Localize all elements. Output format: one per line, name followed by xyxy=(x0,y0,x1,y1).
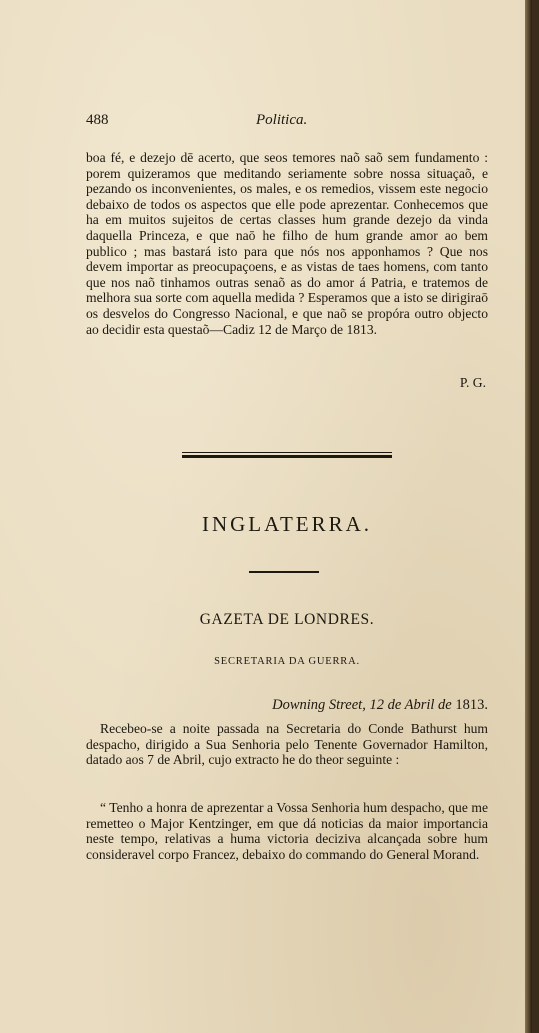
subheading: GAZETA DE LONDRES. xyxy=(199,611,375,628)
author-signature: P. G. xyxy=(459,375,486,390)
dateline-year: 1813. xyxy=(451,697,488,713)
section-divider-rule xyxy=(182,452,392,458)
body-paragraph-3: “ Tenho a honra de aprezentar a Vossa Senhoria hum despacho, que me remetteo o Major Kentzinger, em que dá noticias da maior importancia neste tempo, relativas a huma victoria deciziva alcançada sobre hum consideravel corpo Francez, debaixo do commando do General Morand. xyxy=(86,800,488,862)
body-paragraph-2: Recebeo-se a noite passada na Secretaria do Conde Bathurst hum despacho, dirigido a Sua Senhoria pelo Tenente Governador Hamilton, datado aos 7 de Abril, cujo extracto he do theor seguinte : xyxy=(86,721,488,768)
heading-underline-rule xyxy=(249,571,319,573)
dateline-place: Downing Street, xyxy=(272,697,366,713)
subsubheading: SECRETARIA DA GUERRA. xyxy=(214,656,360,667)
section-heading: INGLATERRA. xyxy=(201,512,373,536)
dateline-date: 12 de Abril de xyxy=(365,697,452,713)
body-paragraph-1: boa fé, e dezejo dē acerto, que seos temores naõ saõ sem fundamento : porem quizeramos que meditando seriamente sobre nossa situaçaõ, e pezando os inconvenientes, os males, e os remedios, vissem este negocio debaixo de todos os aspectos que elle pode aprezentar. Conhecemos que ha em muitos sujeitos de certas classes hum grande dezejo da vinda daquella Princeza, e que naō he filho de hum grande amor ao bem publico ; mas bastará isto para que nós nos apponhamos ? Que nos devem importar as preocupaçoens, e as vistas de taes homens, com tanto que nos naõ tinhamos outras senaõ as do amor á Patria, e tratemos de melhora sua sorte com aquella medida ? Esperamos que a isto se dirigiraō os desvelos do Congresso Nacional, e que naõ se propóra outro objecto ao decidir esta questaõ—Cadiz 12 de Março de 1813. xyxy=(86,150,488,337)
dateline xyxy=(86,697,488,714)
running-title: Politica. xyxy=(256,112,308,128)
page-number: 488 xyxy=(86,112,109,128)
running-head xyxy=(86,112,488,132)
page-spine-edge xyxy=(525,0,532,1033)
